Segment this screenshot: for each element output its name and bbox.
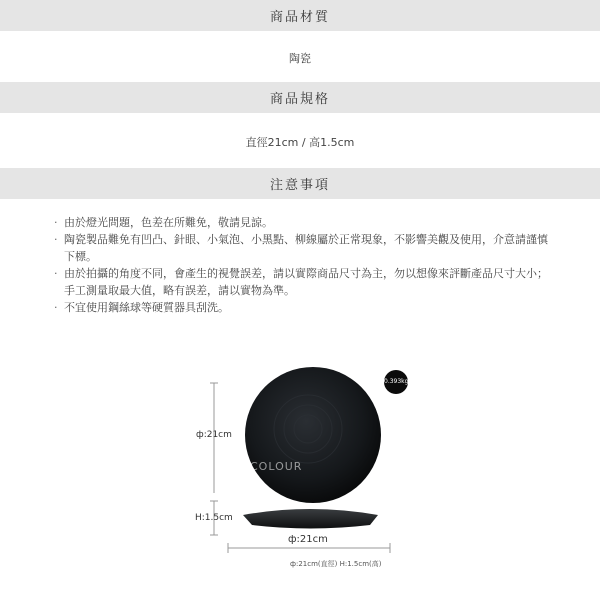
diameter-bottom-label: ф:21cm <box>288 534 328 545</box>
plate-figure <box>0 355 600 600</box>
dimension-caption: ф:21cm(直徑) H:1.5cm(高) <box>290 560 382 568</box>
notice-item: · 陶瓷製品難免有凹凸、針眼、小氣泡、小黑點、柳線屬於正常現象，不影響美觀及使用，介意請謹慎下標。 <box>52 231 552 265</box>
plate-side-view <box>243 509 378 529</box>
spec-value: 直徑21cm / 高1.5cm <box>245 136 355 149</box>
diameter-left-label: ф:21cm <box>196 430 232 440</box>
notice-item: · 由於燈光問題，色差在所難免，敬請見諒。 <box>52 214 552 231</box>
weight-badge-text: 0.393kg <box>384 378 409 385</box>
spec-heading: 商品規格 <box>269 92 330 107</box>
material-value: 陶瓷 <box>289 52 311 65</box>
material-heading: 商品材質 <box>269 10 330 25</box>
spec-heading-bar <box>0 82 600 113</box>
notice-heading-bar <box>0 168 600 199</box>
watermark-text: COLOUR <box>250 460 303 473</box>
notice-item: · 不宜使用鋼絲球等硬質器具刮洗。 <box>52 299 552 316</box>
plate-top-view <box>245 367 381 503</box>
notice-heading: 注意事項 <box>269 178 330 193</box>
material-heading-bar <box>0 0 600 31</box>
notice-item: · 由於拍攝的角度不同，會產生的視覺誤差，請以實際商品尺寸為主，勿以想像來評斷產品尺寸大小；手工測量取最大值，略有誤差，請以實物為準。 <box>52 265 552 299</box>
notice-list <box>52 214 552 316</box>
height-left-label: H:1.5cm <box>195 513 233 523</box>
